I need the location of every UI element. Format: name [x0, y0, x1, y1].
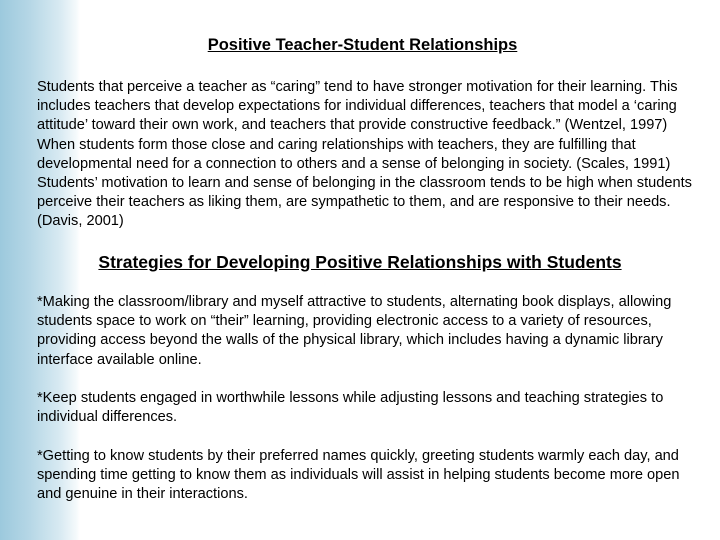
slide-title: Positive Teacher-Student Relationships [207, 36, 518, 54]
strategies-title: Strategies for Developing Positive Relationships with Students [98, 252, 622, 272]
intro-paragraph: Students that perceive a teacher as “caring” tend to have stronger motivation for their learning. This includes teachers that develop expectations for individual differences, teachers that model a ‘caring attitude’ toward their own work, and teachers that provide constructive feedback.” (Wentzel, 1997) When students form those close and caring relationships with teachers, they are fulfilling that developmental need for a connection to others and a sense of belonging in society. (Scales, 1991) Students’ motivation to learn and sense of belonging in the classroom tends to be high when students perceive their teachers as liking them, are sympathetic to them, and are responsive to their needs. (Davis, 2001) [37, 79, 692, 230]
strategy-paragraph-3: *Getting to know students by their preferred names quickly, greeting students warmly each day, and spending time getting to know them as individuals will assist in helping students become more open and genuine in their interactions. [37, 448, 680, 503]
strategy-paragraph-1: *Making the classroom/library and myself attractive to students, alternating book displays, allowing students space to work on “their” learning, providing electronic access to a variety of resources, providing access beyond the walls of the physical library, which includes having a dynamic library interface available online. [37, 294, 672, 368]
strategy-paragraph-2: *Keep students engaged in worthwhile lessons while adjusting lessons and teaching strategies to individual differences. [37, 390, 664, 426]
